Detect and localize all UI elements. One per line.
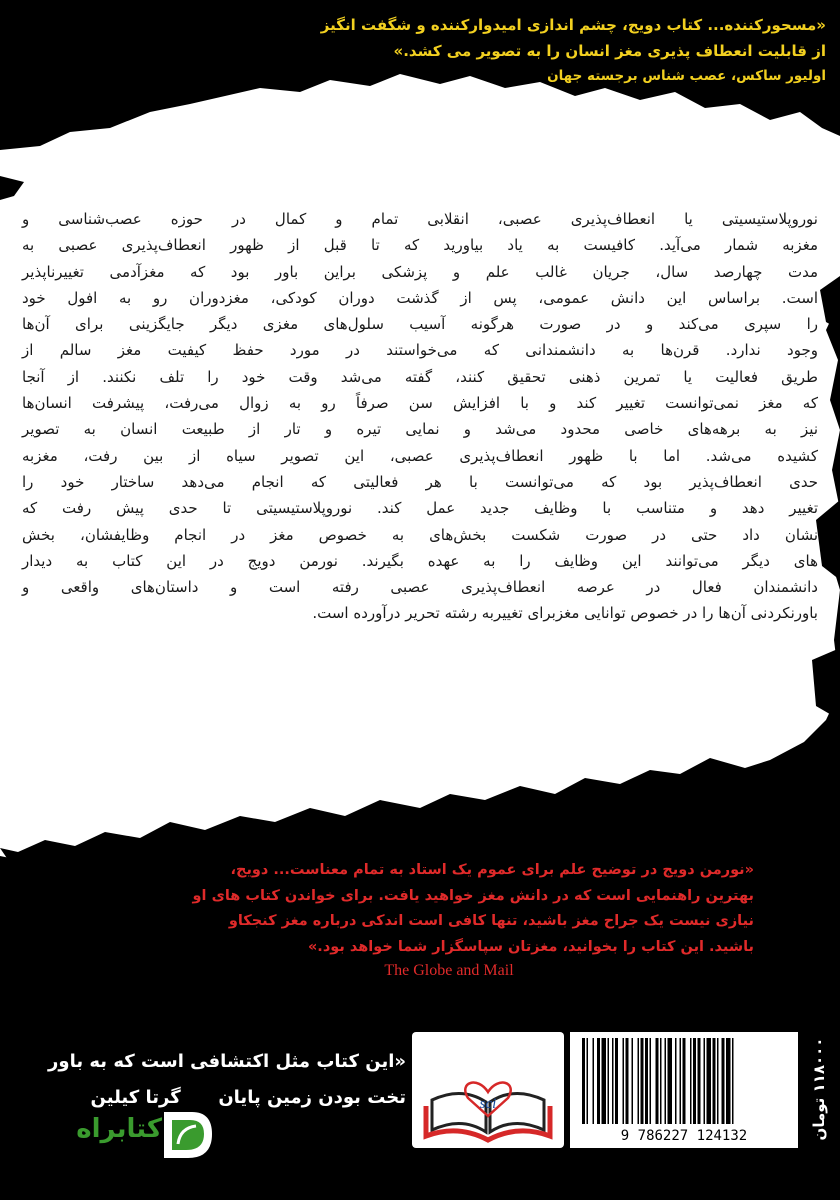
barcode-bar bbox=[726, 1038, 731, 1124]
description-line: باورنکردنی آن‌ها را در خصوص توانایی مغزبرای تغییربه رشته تحریر درآورده است. bbox=[312, 604, 818, 623]
barcode-bar bbox=[722, 1038, 725, 1124]
barcode-bar bbox=[690, 1038, 692, 1124]
description-line: وجود ندارد. قرن‌ها به دانشمندانی که می‌خواستند در مورد حفظ کیفیت مغز سالم از bbox=[22, 341, 818, 360]
logo-text: sci bbox=[479, 1096, 497, 1112]
barcode-bar bbox=[632, 1038, 634, 1124]
publisher-logo bbox=[412, 1032, 564, 1148]
barcode-bar bbox=[680, 1038, 682, 1124]
barcode-bar bbox=[623, 1038, 625, 1124]
description-line: طریق فعالیت یا تمرین ذهنی تحقیق کنند، گفته می‌شد وقت خود را تلف نکنند. از آنجا bbox=[22, 367, 818, 386]
bottom-quote-author: گرتا کیلین bbox=[90, 1087, 181, 1108]
barcode-bar bbox=[615, 1038, 618, 1124]
top-quote-line: «مسحورکننده... کتاب دویج، چشم اندازی امیدوارکننده و شگفت انگیز bbox=[320, 16, 826, 34]
barcode-bar bbox=[582, 1038, 585, 1124]
barcode-bar bbox=[668, 1038, 673, 1124]
description-line: کشیده می‌شد. اما با ظهور انعطاف‌پذیری عصبی، این تصویر سیاه از بین رفت، مغزبه bbox=[22, 446, 818, 465]
barcode-bar bbox=[660, 1038, 662, 1124]
red-quote-line: «نورمن دویج در توضیح علم برای عموم یک استاد به تمام معناست... دویج، bbox=[230, 862, 754, 878]
red-quote-line: نیازی نیست یک جراح مغز باشید، تنها کافی است اندکی درباره مغز کنجکاو bbox=[228, 913, 754, 929]
barcode-bar bbox=[717, 1038, 719, 1124]
barcode-bar bbox=[704, 1038, 706, 1124]
open-book-icon bbox=[412, 1032, 564, 1148]
barcode-bar bbox=[665, 1038, 667, 1124]
barcode-bar bbox=[587, 1038, 589, 1124]
description-line: دانشمندان فعال در عرصه انعطاف‌پذیری عصبی رفته است و داستان‌های واقعی و bbox=[22, 578, 818, 597]
barcode-bar bbox=[732, 1038, 734, 1124]
barcode-bar bbox=[597, 1038, 600, 1124]
book-description bbox=[22, 206, 818, 627]
barcode-bar bbox=[683, 1038, 686, 1124]
barcode-bar bbox=[693, 1038, 696, 1124]
barcode-bar bbox=[645, 1038, 648, 1124]
red-quote-line: بهترین راهنمایی است که در دانش مغز خواهید یافت. برای خواندن کتاب های او bbox=[192, 887, 754, 904]
barcode-bar bbox=[638, 1038, 640, 1124]
description-line: نوروپلاستیسیتی یا انعطاف‌پذیری عصبی، انقلابی تمام و کمال در حوزه عصب‌شناسی و bbox=[22, 210, 818, 228]
barcode-bar bbox=[698, 1038, 701, 1124]
description-line: نشان داد حتی در صورت شکست بخش‌های به خصوص مغز در انجام وظایفشان، بخش bbox=[22, 525, 818, 544]
quote-source: The Globe and Mail bbox=[384, 962, 514, 979]
red-quote-line: باشید. این کتاب را بخوانید، مغزتان سپاسگزار شما خواهد بود.» bbox=[307, 938, 754, 955]
barcode-bar bbox=[602, 1038, 607, 1124]
description-line: که مغز نمی‌توانست تغییر کند و با افزایش سن صرفاً رو به زوال می‌رفت، پیشرفت انسان‌ها bbox=[22, 394, 818, 413]
isbn-number: 9 786227 124132 bbox=[620, 1128, 748, 1144]
description-line: نیز به برهه‌های خاصی محدود می‌شد و نمایی تیره و تار از طبیعت انسان به تصویر bbox=[22, 420, 818, 439]
barcode-bar bbox=[650, 1038, 652, 1124]
barcode-bar bbox=[612, 1038, 614, 1124]
ketabrah-wordmark: کتابراه bbox=[76, 1114, 162, 1144]
description-line: مغزبه شمار می‌آید. کافیست به یاد بیاورید که تا قبل از ظهور انعطاف‌پذیری عصبی به bbox=[22, 236, 818, 255]
globe-and-mail-quote bbox=[84, 858, 754, 980]
barcode-bar bbox=[608, 1038, 610, 1124]
price-label bbox=[800, 1032, 836, 1162]
description-line: را سپری می‌کند و در صورت هرگونه آسیب سلول‌های مغزی دیگر جایگزینی برای آن‌ها bbox=[22, 315, 818, 334]
barcode-bar bbox=[713, 1038, 716, 1124]
description-line: حدی انعطاف‌پذیر بود که می‌توانست با هر فعالیتی که انجام می‌دهد ساختار خود را bbox=[22, 472, 818, 491]
barcode-bar bbox=[593, 1038, 595, 1124]
top-review-quote bbox=[16, 12, 826, 88]
barcode-bar bbox=[675, 1038, 677, 1124]
description-line: مدت چهارصد سال، جریان غالب علم و پزشکی براین باور بود که مغزآدمی تغییرناپذیر bbox=[22, 262, 818, 281]
barcode-bar bbox=[656, 1038, 659, 1124]
barcode-bars bbox=[570, 1032, 798, 1128]
ketabrah-watermark bbox=[36, 1104, 216, 1164]
isbn-barcode bbox=[570, 1032, 798, 1148]
barcode-bar bbox=[641, 1038, 644, 1124]
description-line: است. براساس این دانش عمومی، پس از گذشت دوران کودکی، مغزدوران رو به افول خود bbox=[22, 288, 818, 307]
bottom-quote-text: تخت بودن زمین پایان bbox=[218, 1087, 406, 1108]
top-quote-line: از قابلیت انعطاف پذیری مغز انسان را به تصویر می کشد.» bbox=[393, 42, 826, 60]
ketabrah-leaf-icon bbox=[156, 1104, 216, 1164]
barcode-bar bbox=[626, 1038, 629, 1124]
description-line: های دیگر می‌توانند این وظایف را به عهده بگیرند. نورمن دویج در این کتاب به دیدار bbox=[22, 551, 818, 570]
top-quote-attribution: اولیور ساکس، عصب شناس برجسته جهان bbox=[547, 68, 826, 84]
description-line: تغییر دهد و متناسب با وظایف جدید عمل کند. نوروپلاستیسیتی تا حدی پیش رفت که bbox=[22, 499, 818, 518]
bottom-quote-line: «این کتاب مثل اکتشافی است که به باور bbox=[48, 1051, 406, 1072]
price-text: ۱۱۸۰۰۰ تومان bbox=[810, 1037, 828, 1141]
barcode-bar bbox=[707, 1038, 712, 1124]
